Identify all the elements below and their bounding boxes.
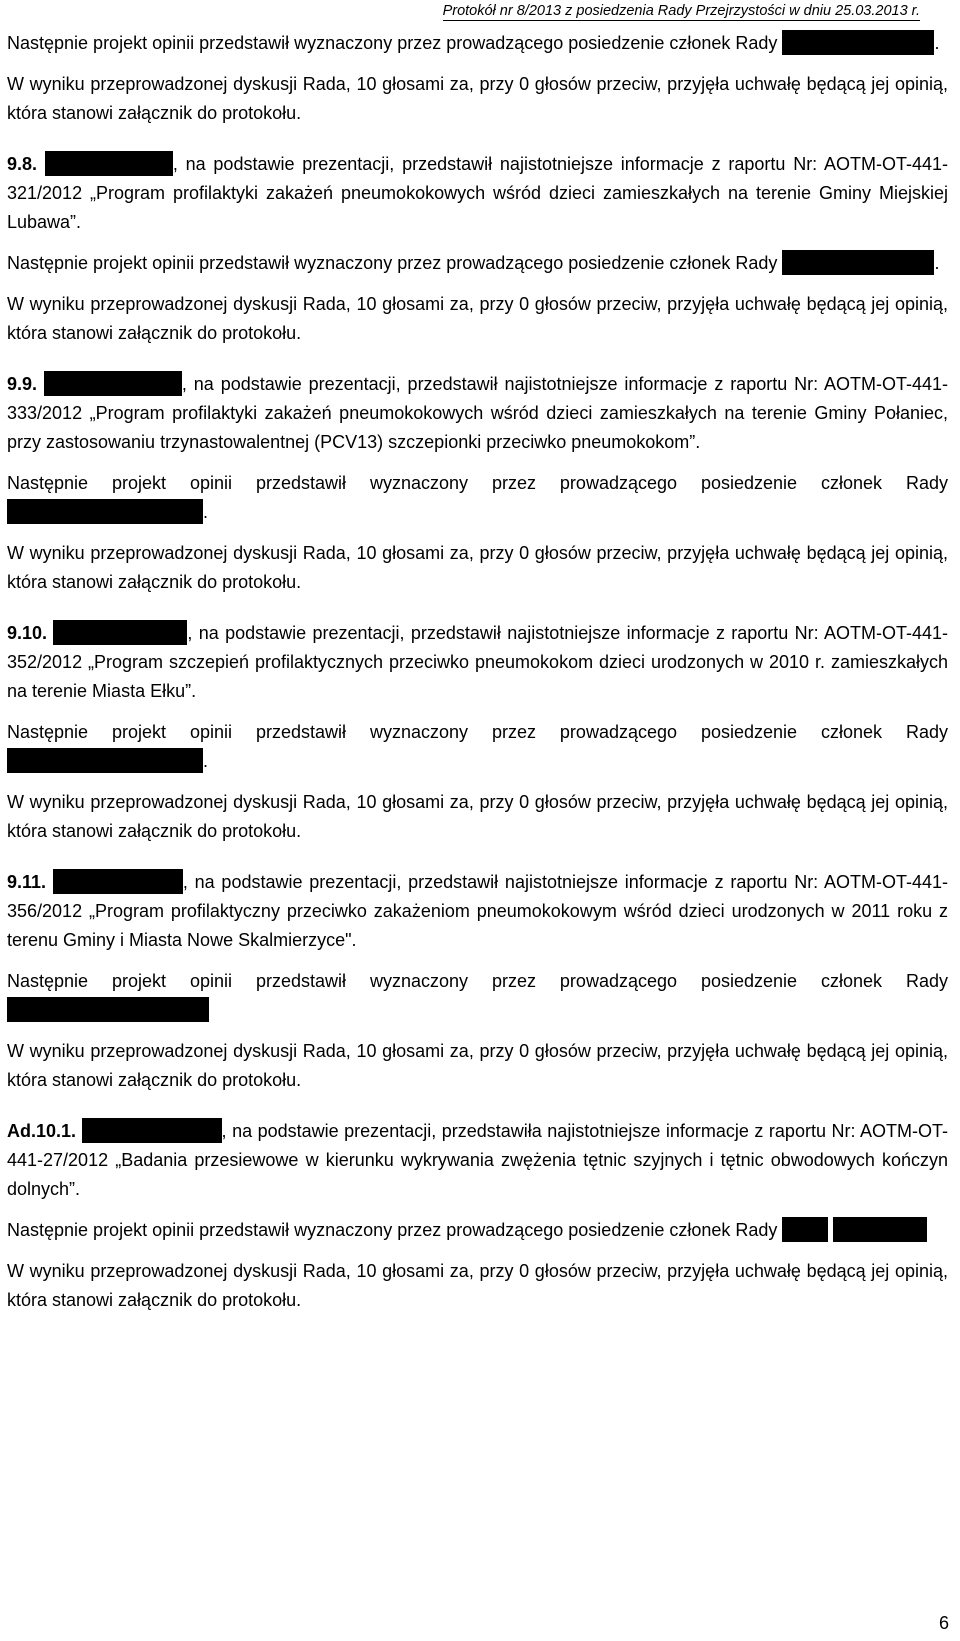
redacted-name — [7, 748, 203, 773]
presenter-paragraph: Następnie projekt opinii przedstawił wyznaczony przez prowadzącego posiedzenie członek Rady — [7, 967, 948, 1025]
page-header: Protokół nr 8/2013 z posiedzenia Rady Przejrzystości w dniu 25.03.2013 r. — [442, 3, 920, 19]
item-number: 9.8. — [7, 154, 38, 174]
presenter-paragraph: Następnie projekt opinii przedstawił wyznaczony przez prowadzącego posiedzenie członek Rady — [7, 1216, 948, 1245]
document-body — [7, 29, 948, 1315]
vote-paragraph: W wyniku przeprowadzonej dyskusji Rada, 10 głosami za, przy 0 głosów przeciw, przyjęła uchwałę będącą jej opinią, która stanowi załącznik do protokołu. — [7, 294, 948, 343]
item-intro-paragraph: Ad.10.1. , na podstawie prezentacji, przedstawiła najistotniejsze informacje z raportu Nr: AOTM-OT-441-27/2012 „Badania przesiewowe w kierunku wykrywania zwężenia tętnic szyjnych i tętnic obwodowych kończyn dolnych”. — [7, 1117, 948, 1204]
item-intro-paragraph: 9.10. , na podstawie prezentacji, przedstawił najistotniejsze informacje z raportu Nr: AOTM-OT-441-352/2012 „Program szczepień profilaktycznych przeciwko pneumokokom dzieci urodzonych w 2010 r. zamieszkałych na terenie Miasta Ełku”. — [7, 619, 948, 706]
redacted-name — [7, 997, 209, 1022]
item-number: Ad.10.1. — [7, 1121, 77, 1141]
redacted-name — [782, 250, 934, 275]
presenter-paragraph: Następnie projekt opinii przedstawił wyznaczony przez prowadzącego posiedzenie członek Rady . — [7, 29, 948, 58]
item-number: 9.9. — [7, 374, 38, 394]
redacted-name — [782, 1217, 828, 1242]
vote-paragraph: W wyniku przeprowadzonej dyskusji Rada, 10 głosami za, przy 0 głosów przeciw, przyjęła uchwałę będącą jej opinią, która stanowi załącznik do protokołu. — [7, 543, 948, 592]
item-number: 9.10. — [7, 623, 48, 643]
redacted-name — [7, 499, 203, 524]
item-intro-paragraph: 9.9. , na podstawie prezentacji, przedstawił najistotniejsze informacje z raportu Nr: AOTM-OT-441-333/2012 „Program profilaktyki zakażeń pneumokokowych wśród dzieci zamieszkałych na terenie Gminy Połaniec, przy zastosowaniu trzynastowalentnej (PCV13) szczepionki przeciwko pneumokokom”. — [7, 370, 948, 457]
presenter-paragraph: Następnie projekt opinii przedstawił wyznaczony przez prowadzącego posiedzenie członek Rady . — [7, 473, 948, 522]
redacted-name — [782, 30, 934, 55]
redacted-name — [53, 869, 183, 894]
item-intro-paragraph: 9.8. , na podstawie prezentacji, przedstawił najistotniejsze informacje z raportu Nr: AOTM-OT-441-321/2012 „Program profilaktyki zakażeń pneumokokowych wśród dzieci zamieszkałych na terenie Gminy Miejskiej Lubawa”. — [7, 150, 948, 237]
redacted-name — [44, 371, 182, 396]
presenter-paragraph: Następnie projekt opinii przedstawił wyznaczony przez prowadzącego posiedzenie członek Rady . — [7, 722, 948, 771]
page-number: 6 — [938, 1613, 949, 1633]
item-number: 9.11. — [7, 872, 47, 892]
vote-paragraph: W wyniku przeprowadzonej dyskusji Rada, 10 głosami za, przy 0 głosów przeciw, przyjęła uchwałę będącą jej opinią, która stanowi załącznik do protokołu. — [7, 792, 948, 841]
vote-paragraph: W wyniku przeprowadzonej dyskusji Rada, 10 głosami za, przy 0 głosów przeciw, przyjęła uchwałę będącą jej opinią, która stanowi załącznik do protokołu. — [7, 1041, 948, 1090]
vote-paragraph: W wyniku przeprowadzonej dyskusji Rada, 10 głosami za, przy 0 głosów przeciw, przyjęła uchwałę będącą jej opinią, która stanowi załącznik do protokołu. — [7, 1261, 948, 1310]
presenter-paragraph: Następnie projekt opinii przedstawił wyznaczony przez prowadzącego posiedzenie członek Rady . — [7, 249, 948, 278]
redacted-name — [82, 1118, 222, 1143]
redacted-name — [833, 1217, 927, 1242]
redacted-name — [53, 620, 187, 645]
redacted-name — [45, 151, 173, 176]
item-intro-paragraph: 9.11. , na podstawie prezentacji, przedstawił najistotniejsze informacje z raportu Nr: AOTM-OT-441-356/2012 „Program profilaktyczny przeciwko zakażeniom pneumokokowym wśród dzieci urodzonych w 2011 roku z terenu Gminy i Miasta Nowe Skalmierzyce". — [7, 868, 948, 955]
vote-paragraph: W wyniku przeprowadzonej dyskusji Rada, 10 głosami za, przy 0 głosów przeciw, przyjęła uchwałę będącą jej opinią, która stanowi załącznik do protokołu. — [7, 74, 948, 123]
